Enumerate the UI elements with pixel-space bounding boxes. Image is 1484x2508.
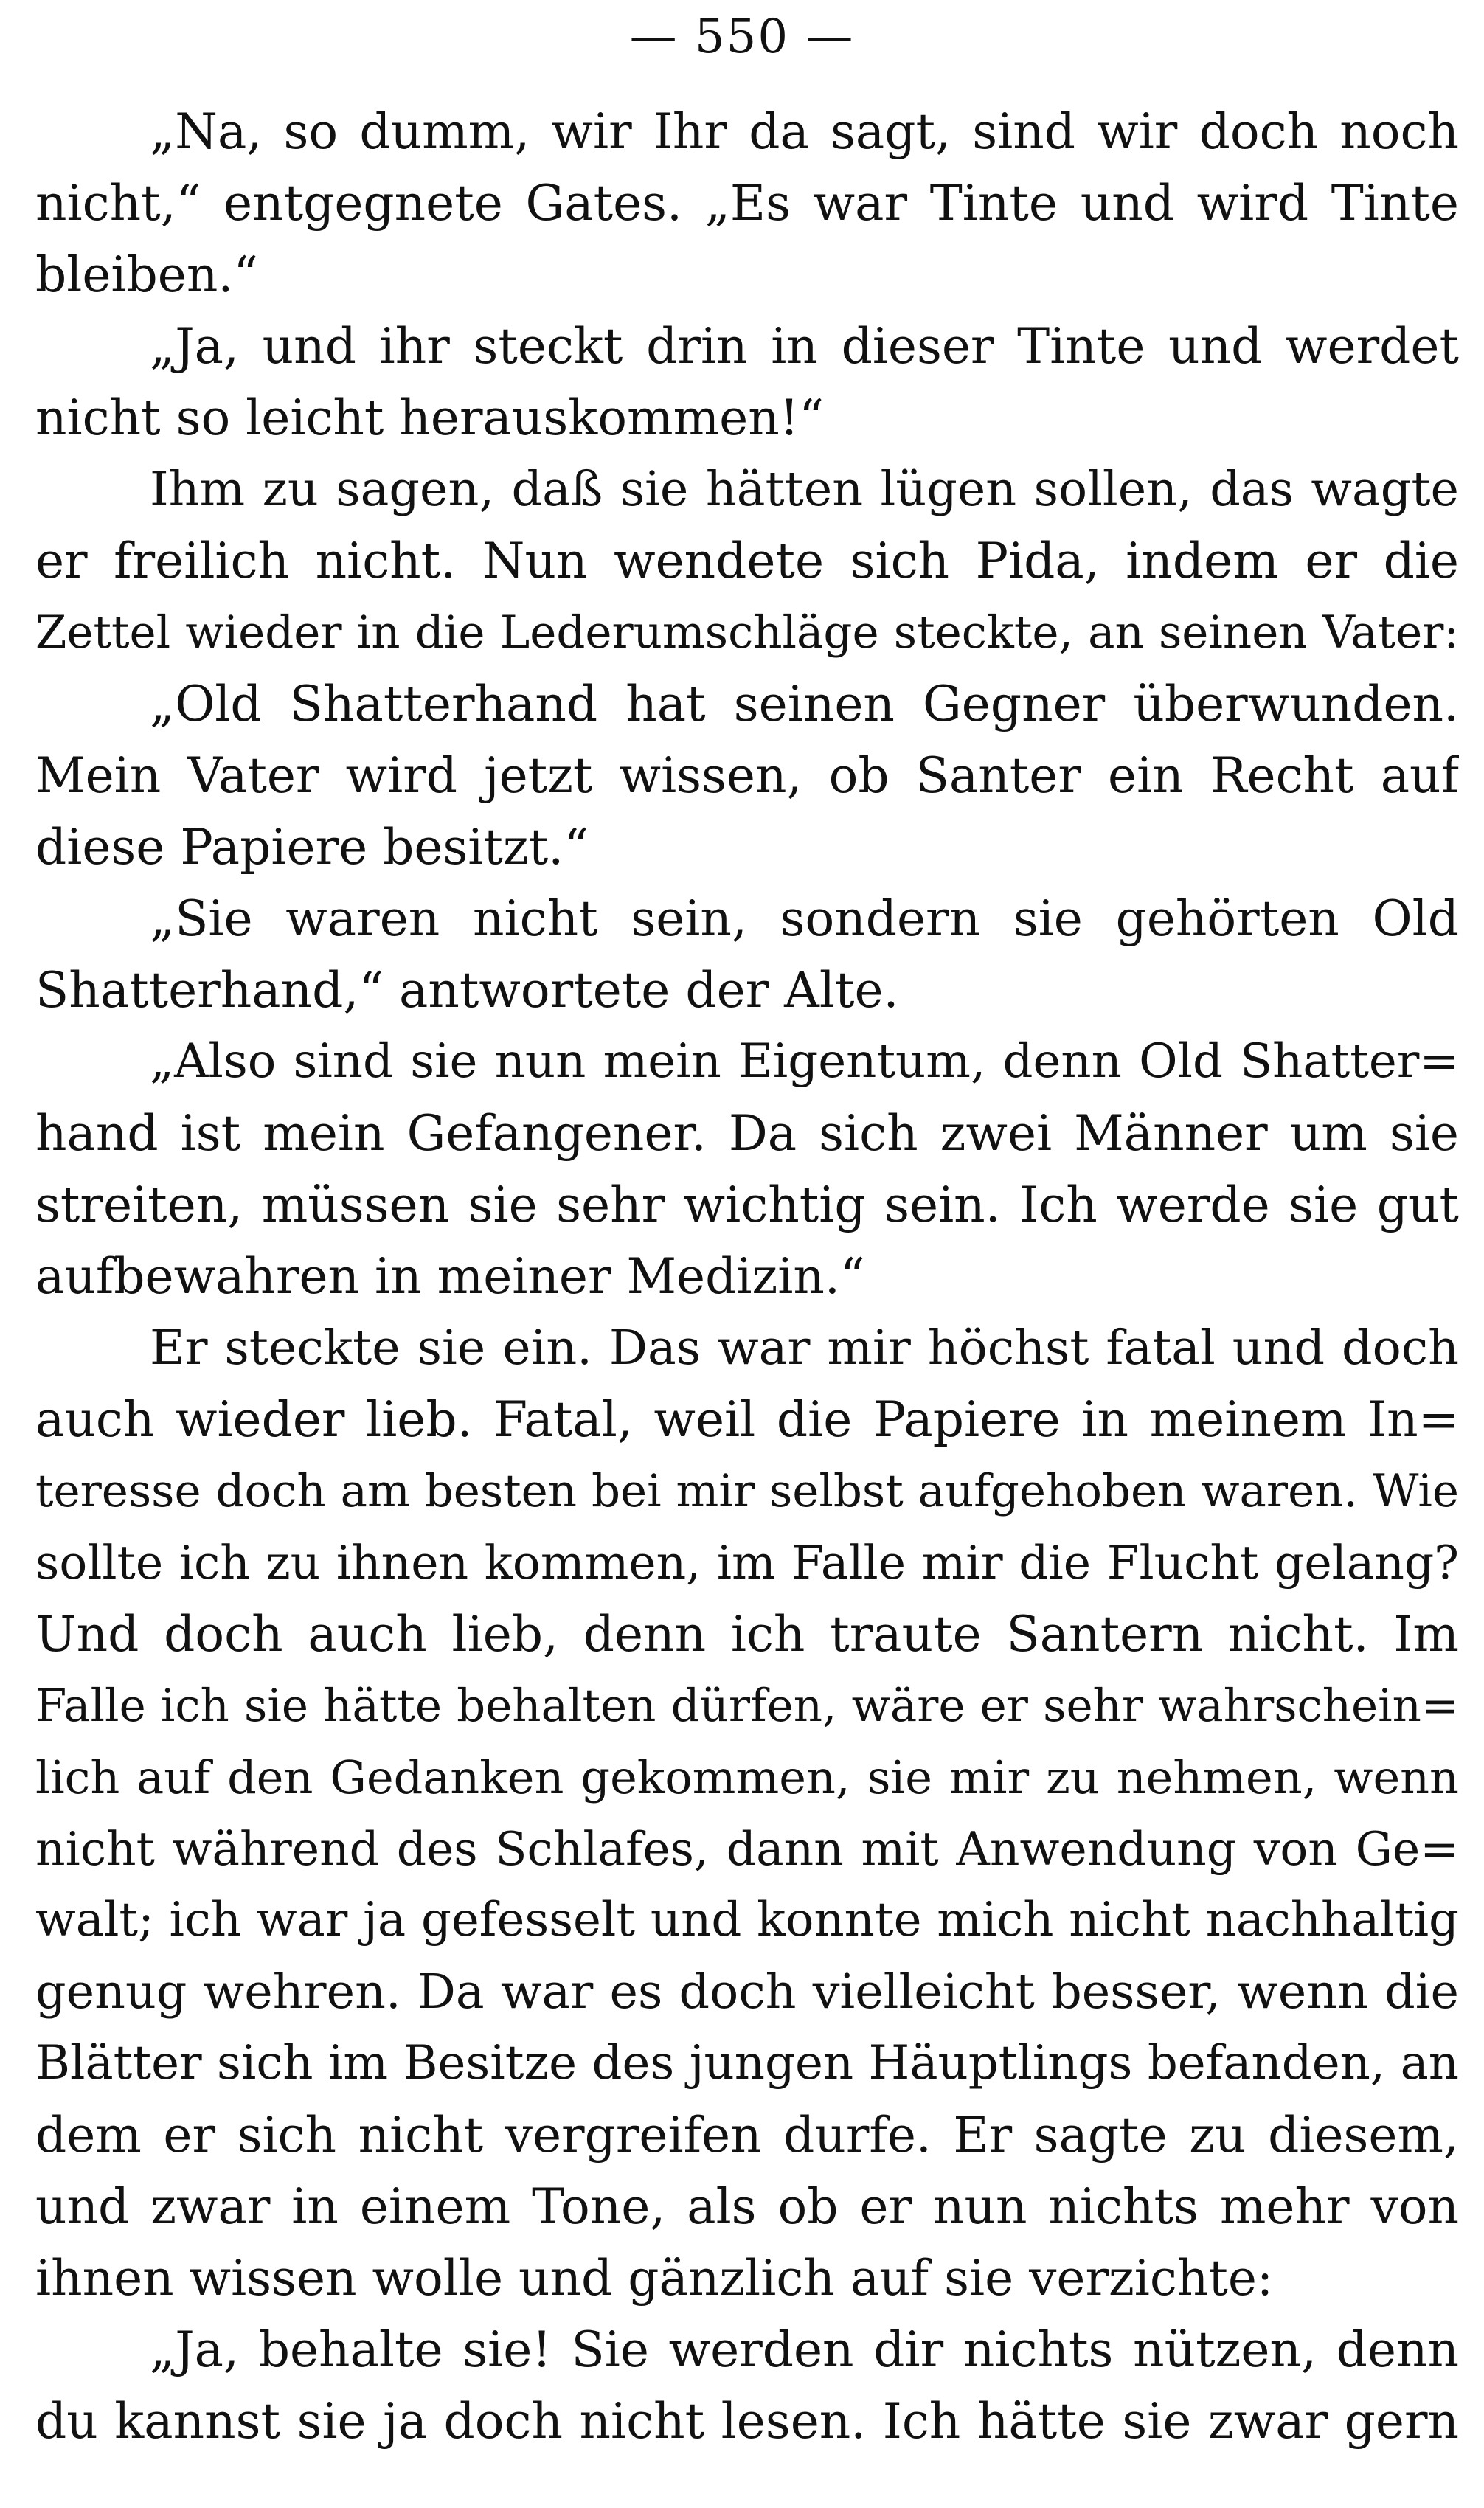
text-line: genug wehren. Da war es doch vielleicht besser, wenn die [35, 1964, 1459, 2020]
text-line: Und doch auch lieb, denn ich traute Santern nicht. Im [35, 1606, 1459, 1663]
text-line: aufbewahren in meiner Medizin.“ [35, 1248, 865, 1305]
text-line: Ihm zu sagen, daß sie hätten lügen sollen, das wagte [150, 462, 1459, 517]
text-line: hand ist mein Gefangener. Da sich zwei Männer um sie [35, 1105, 1459, 1162]
text-line: Blätter sich im Besitze des jungen Häuptlings befanden, an [35, 2036, 1459, 2090]
text-line: „Sie waren nicht sein, sondern sie gehörten Old [150, 890, 1459, 947]
text-line: nicht während des Schlafes, dann mit Anwendung von Ge= [35, 1822, 1459, 1876]
text-line: und zwar in einem Tone, als ob er nun nichts mehr von [35, 2178, 1459, 2235]
text-line: teresse doch am besten bei mir selbst aufgehoben waren. Wie [35, 1465, 1459, 1517]
text-line: sollte ich zu ihnen kommen, im Falle mir die Flucht gelang? [35, 1536, 1459, 1590]
text-line: nicht so leicht herauskommen!“ [35, 389, 824, 446]
text-line: „Na, so dumm, wir Ihr da sagt, sind wir doch noch [150, 103, 1459, 160]
page-number: — 550 — [629, 10, 855, 64]
text-line: ihnen wissen wolle und gänzlich auf sie verzichte: [35, 2250, 1274, 2307]
text-line: Shatterhand,“ antwortete der Alte. [35, 962, 899, 1019]
text-line: Falle ich sie hätte behalten dürfen, wäre er sehr wahrschein= [35, 1680, 1459, 1732]
text-line: „Ja, behalte sie! Sie werden dir nichts nützen, denn [150, 2321, 1459, 2378]
text-line: „Old Shatterhand hat seinen Gegner überwunden. [150, 676, 1459, 732]
text-line: Zettel wieder in die Lederumschläge steckte, an seinen Vater: [35, 606, 1459, 659]
text-line: dem er sich nicht vergreifen durfe. Er sagte zu diesem, [35, 2107, 1459, 2164]
text-line: diese Papiere besitzt.“ [35, 819, 589, 876]
text-line: Er steckte sie ein. Das war mir höchst fatal und doch [150, 1320, 1459, 1376]
text-line: lich auf den Gedanken gekommen, sie mir zu nehmen, wenn [35, 1750, 1459, 1804]
text-line: „Ja, und ihr steckt drin in dieser Tinte und werdet [150, 318, 1459, 375]
text-line: Mein Vater wird jetzt wissen, ob Santer ein Recht auf [35, 747, 1459, 804]
body-text [35, 96, 1459, 2457]
text-line: bleiben.“ [35, 246, 259, 303]
text-line: er freilich nicht. Nun wendete sich Pida, indem er die [35, 533, 1459, 589]
text-line: auch wieder lieb. Fatal, weil die Papiere in meinem In= [35, 1391, 1459, 1448]
text-line: du kannst sie ja doch nicht lesen. Ich hätte sie zwar gern [35, 2393, 1459, 2450]
text-line: streiten, müssen sie sehr wichtig sein. Ich werde sie gut [35, 1177, 1459, 1233]
text-line: „Also sind sie nun mein Eigentum, denn Old Shatter= [150, 1034, 1459, 1089]
text-line: walt; ich war ja gefesselt und konnte mich nicht nachhaltig [35, 1893, 1459, 1947]
text-line: nicht,“ entgegnete Gates. „Es war Tinte und wird Tinte [35, 175, 1459, 232]
